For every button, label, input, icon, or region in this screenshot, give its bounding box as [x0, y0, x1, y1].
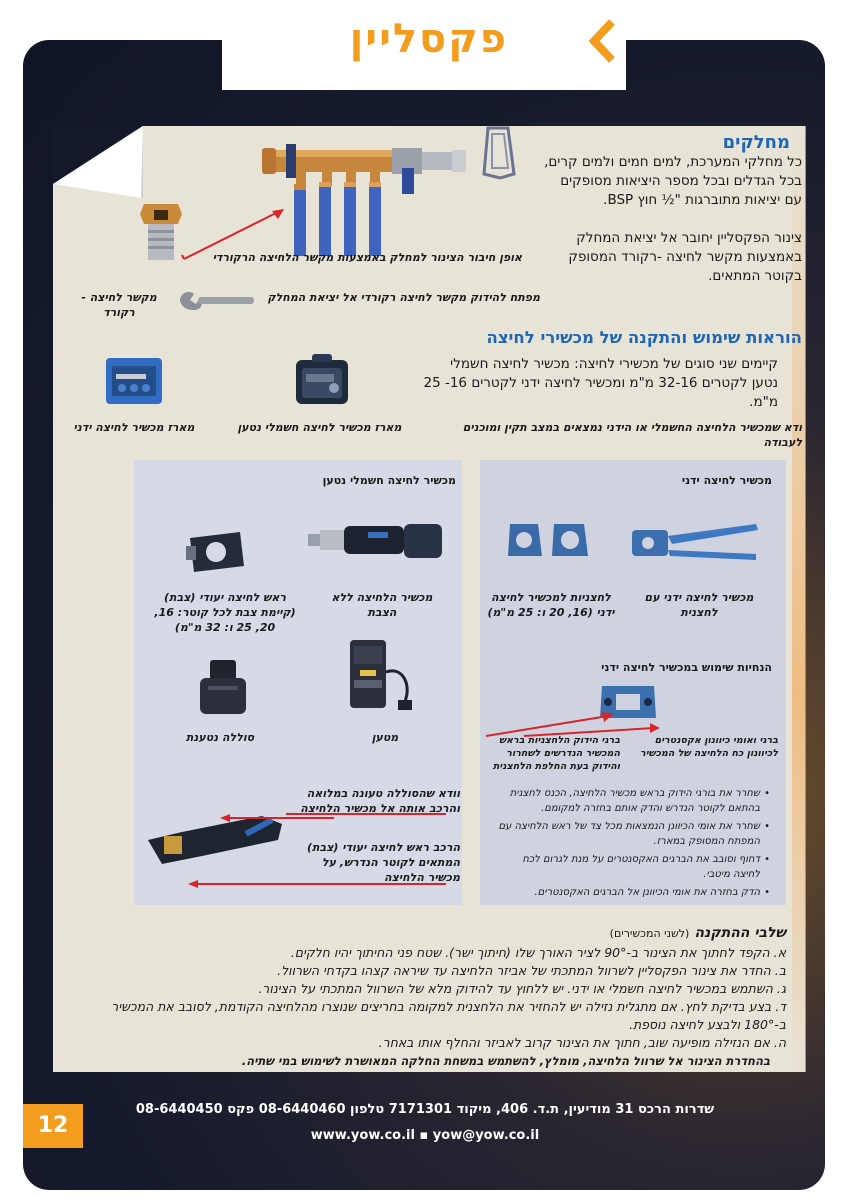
caption-press-head: ראש לחיצה יעודי (צבת) (קיימת צבת לכל קוטר: 16, 20, 25 ו: 32 מ"מ)	[154, 591, 296, 634]
manifolds-title: מחלקים	[722, 132, 790, 153]
tools-ready-note: ודא שמכשיר הלחיצה החשמלי או הידני נמצאים במצב תקין ומוכנים לעבודה	[462, 421, 802, 449]
caption-charger: מטען	[371, 731, 399, 744]
list-item: • דחוף וסובב את הברגים האקסנטרים על מנת לגרום לכח לחיצה מיטבי.	[498, 852, 770, 882]
instructions-text: קיימים שני סוגים של מכשירי לחיצה: מכשיר לחיצה חשמלי נטען לקטרים 32-16 מ"מ ומכשיר לחיצה ידני לקטרים 16- 25 מ"מ.	[423, 356, 778, 410]
caption-wrench: מפתח להידוק מקשר לחיצה רקורדי אל יציאת המחלק	[267, 291, 540, 304]
wrench-image	[176, 288, 256, 314]
fitting-image	[138, 200, 184, 264]
list-item: • שחרר את בורגי הידוק בראש מכשיר הלחיצה, הכנס לחצנית בהתאם לקוטר הנדרש והדק אותם בחזרה למקומם.	[498, 786, 770, 816]
electric-case-image	[294, 354, 350, 406]
header	[222, 0, 626, 90]
press-jaw-image	[184, 526, 246, 576]
caption-dies: לחצניות למכשיר לחיצה ידני (16, 20 ו: 25 מ"מ)	[487, 591, 615, 619]
manual-tool-image	[628, 520, 760, 564]
manifolds-text-1: כל מחלקי המערכת, למים חמים ולמים קרים, בכל הגדלים ובכל מספר היציאות מסופקים עם יציאות מתוברגות "½ חוץ BSP.	[544, 154, 802, 208]
caption-fitting: מקשר לחיצה - רקורד	[81, 291, 157, 319]
caption-case-electric: מארז מכשיר לחיצה חשמלי נטען	[237, 421, 402, 434]
electric-box-title: מכשיר לחיצה חשמלי נטען	[322, 474, 456, 487]
list-item: ה. אם הנזילה מופיעה שוב, חתוך את הצינור קרוב לאביזר והחלף אותו באחר.	[378, 1035, 786, 1050]
arrow-pointer-head	[184, 814, 446, 890]
page-number: 12	[23, 1104, 83, 1148]
manual-usage-title: הנחיות שימוש במכשיר לחיצה ידני	[601, 661, 772, 674]
manual-box-title: מכשיר לחיצה ידני	[681, 474, 772, 487]
caption-case-manual: מארז מכשיר לחיצה ידני	[73, 421, 195, 434]
dies-image	[502, 518, 596, 562]
caption-battery: סוללה נטענת	[185, 731, 255, 744]
list-item: • הדק בחזרה את אומי הכיוונן אל הברגים האקסנטרים.	[498, 885, 770, 900]
note-battery: וודא שהסוללה טעונה במלואה והרכב אותה אל מכשיר הלחיצה	[300, 787, 460, 815]
steps-subtitle: (לשני המכשירים)	[609, 927, 690, 940]
list-item: ג. השתמש במכשיר לחיצה חשמלי או ידני. יש ללחוץ עד להידוק מלא של השרוול המתכתי על הצינור.	[258, 981, 786, 996]
manifolds-text-2: צינור הפקסליין יחובר אל יציאת המחלק באמצעות מקשר לחיצה -רקורד המסופק בקוטר המתאים.	[568, 230, 802, 284]
instructions-title: הוראות שימוש והתקנה של מכשירי לחיצה	[486, 328, 802, 347]
manifold-image	[262, 138, 470, 256]
steps-heading	[610, 922, 786, 941]
clip-image	[478, 124, 520, 182]
manual-instructions-list	[498, 786, 770, 903]
chevron-left-icon	[588, 18, 618, 64]
manual-case-image	[104, 356, 164, 406]
caption-connection: אופן חיבור הצינור למחלק באמצעות מקשר הלחיצה הרקורדי	[212, 251, 522, 264]
list-item: ד. בצע בדיקת לחץ. אם מתגלית נזילה יש להחזיר את הלחצנית למקומה בחריצים שנוצרו מהלחיצה הקודמת, לסובב את המכשיר ב-180° ולבצע לחיצה נוספת.	[111, 999, 786, 1032]
steps-title: שלבי ההתקנה	[694, 925, 786, 941]
caption-manual-tool: מכשיר לחיצה ידני עם לחצנית	[644, 591, 754, 619]
steps-list	[86, 944, 786, 1070]
footer-web[interactable]: www.yow.co.il ▪ yow@yow.co.il	[310, 1128, 540, 1143]
caption-eccentric-screws: ברגי ואומי כיוונון אקסנטרים לכיוונון כח הלחיצה של המכשיר	[639, 735, 778, 759]
list-item: ב. החדר את צינור הפקסליין לשרוול המתכתי של אביזר הלחיצה עד שיראה קצהו בקדחי השרוול.	[277, 963, 786, 978]
page-curl-decoration	[53, 126, 143, 198]
list-item: • שחרר את אומי הכיוונן הנמצאות מכל צד של ראש הלחיצה עם המפתח המסופק במארז.	[498, 819, 770, 849]
caption-electric-tool: מכשיר הלחיצה ללא הצבת	[331, 591, 433, 619]
electric-tool-image	[308, 518, 444, 562]
caption-clamp-screws: ברגי הידוק הלחצניות בראש המכשיר הנדרשים לשחרור והידוק בעת החלפת הלחצנית	[492, 735, 620, 772]
lubricant-note: בהחדרת הצינור אל שרוול הלחיצה, מומלץ, להשתמש במשחת החלקה המאושרת לשימוש במי שתיה.	[241, 1054, 770, 1068]
note-head: הרכב ראש לחיצה יעודי (צבת) המתאים לקוטר הנדרש, על מכשיר הלחיצה	[307, 841, 460, 884]
battery-image	[196, 658, 250, 718]
footer-address: שדרות הרכס 31 מודיעין, ת.ד. 406, מיקוד 7171301 טלפון 08-6440460 פקס 08-6440450	[135, 1102, 715, 1117]
charger-image	[346, 636, 424, 714]
list-item: א. הקפד לחתוך את הצינור ב-90° לציר האורך שלו (חיתוך ישר). שטח פני החיתוך יהיו חלקים.	[290, 945, 786, 960]
page-title: פקסליין	[349, 16, 508, 62]
